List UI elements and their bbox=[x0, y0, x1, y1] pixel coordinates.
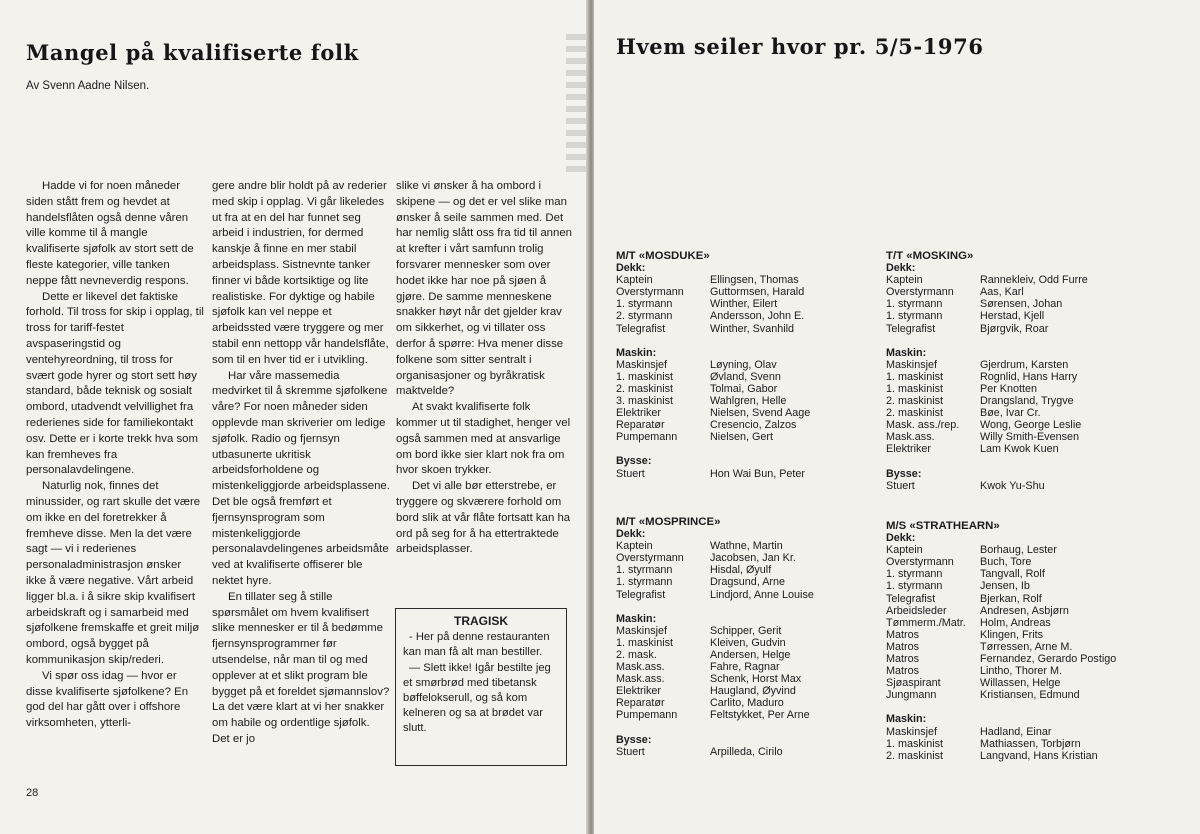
crew-name: Kristiansen, Edmund bbox=[980, 689, 1080, 702]
crew-name: Wathne, Martin bbox=[710, 540, 783, 553]
crew-role: Kaptein bbox=[616, 540, 653, 553]
crew-row bbox=[886, 653, 1116, 665]
crew-name: Cresencio, Zalzos bbox=[710, 419, 797, 432]
section-label: Maskin: bbox=[886, 713, 927, 726]
crew-role: 2. styrmann bbox=[616, 310, 673, 323]
crew-role: 1. maskinist bbox=[886, 382, 943, 395]
article-column-2 bbox=[212, 179, 390, 748]
crew-row bbox=[886, 480, 1088, 492]
crew-role: Overstyrmann bbox=[616, 286, 684, 299]
crew-name: Haugland, Øyvind bbox=[710, 685, 796, 698]
crew-row bbox=[616, 697, 814, 709]
crew-name: Guttormsen, Harald bbox=[710, 286, 805, 299]
crew-role: Matros bbox=[886, 640, 919, 653]
crew-row bbox=[616, 468, 810, 480]
crew-row bbox=[616, 298, 810, 310]
crew-name: Langvand, Hans Kristian bbox=[980, 749, 1098, 762]
ship-roster bbox=[886, 520, 1116, 762]
crew-role: Maskinsjef bbox=[616, 358, 668, 371]
crew-name: Schipper, Gerit bbox=[710, 624, 782, 637]
crew-role: Stuert bbox=[886, 479, 915, 492]
page-number: 28 bbox=[26, 787, 39, 799]
ship-name: M/T «MOSDUKE» bbox=[616, 250, 710, 262]
crew-row bbox=[616, 661, 814, 673]
crew-role: Kaptein bbox=[886, 274, 923, 287]
crew-row bbox=[616, 359, 810, 371]
crew-name: Bjerkan, Rolf bbox=[980, 592, 1042, 605]
crew-name: Tolmai, Gabor bbox=[710, 382, 778, 395]
crew-role: Mask.ass. bbox=[886, 431, 935, 444]
crew-row bbox=[886, 689, 1116, 701]
crew-row bbox=[886, 323, 1088, 335]
article-column-3 bbox=[396, 179, 574, 558]
crew-row bbox=[886, 407, 1088, 419]
crew-role: 1. styrmann bbox=[886, 298, 943, 311]
crew-role: Reparatør bbox=[616, 419, 665, 432]
section-label: Bysse: bbox=[616, 455, 652, 468]
crew-row bbox=[886, 383, 1088, 395]
section-label: Dekk: bbox=[886, 262, 916, 275]
section-label: Maskin: bbox=[616, 612, 657, 625]
crew-row bbox=[616, 649, 814, 661]
crew-name: Nielsen, Gert bbox=[710, 431, 774, 444]
paragraph: gere andre blir holdt på av rederier med skip i opplag. Vi går likeledes ut fra at en del har funnet seg arbeid i industrien, for dermed kanskje å finne en mer stabil arbeidsplass. Sistnevnte tanker finner vi både kortsiktige og lite realistiske. For dyktige og habile sjøfolk kan vel neppe et arbeidssted være tryggere og mer stabil enn nettopp vår handelsflåte, som til en hver tid er i utvikling. bbox=[212, 180, 389, 366]
tragisk-box bbox=[395, 608, 567, 766]
crew-name: Fernandez, Gerardo Postigo bbox=[980, 653, 1117, 666]
crew-row bbox=[886, 274, 1088, 286]
crew-role: Telegrafist bbox=[616, 588, 666, 601]
crew-role: 2. maskinist bbox=[886, 395, 943, 408]
crew-role: 3. maskinist bbox=[616, 395, 673, 408]
crew-role: Elektriker bbox=[616, 685, 661, 698]
section-label: Maskin: bbox=[886, 346, 927, 359]
crew-row bbox=[886, 371, 1088, 383]
paragraph: At svakt kvalifiserte folk kommer ut til stadighet, henger vel også sammen med at ansvarlige om bord ikke sier klart nok fra om hvor skoen trykker. bbox=[396, 401, 571, 477]
section-label: Dekk: bbox=[616, 528, 646, 541]
crew-name: Wahlgren, Helle bbox=[710, 395, 787, 408]
crew-name: Drangsland, Trygve bbox=[980, 395, 1074, 408]
crew-row bbox=[616, 407, 810, 419]
crew-row bbox=[886, 395, 1088, 407]
crew-row bbox=[616, 431, 810, 443]
crew-row bbox=[616, 274, 810, 286]
crew-name: Holm, Andreas bbox=[980, 616, 1051, 629]
crew-name: Kwok Yu-Shu bbox=[980, 479, 1045, 492]
crew-row bbox=[616, 576, 814, 588]
crew-name: Winther, Svanhild bbox=[710, 322, 795, 335]
crew-row bbox=[886, 556, 1116, 568]
crew-name: Bjørgvik, Roar bbox=[980, 322, 1049, 335]
section-gap bbox=[886, 456, 1088, 468]
crew-row bbox=[616, 685, 814, 697]
box-paragraph: - Her på denne restauranten kan man få alt man bestiller. bbox=[403, 631, 550, 659]
crew-name: Andresen, Asbjørn bbox=[980, 604, 1069, 617]
crew-row bbox=[886, 641, 1116, 653]
section-gap bbox=[616, 601, 814, 613]
section-label: Bysse: bbox=[886, 467, 922, 480]
ship-roster bbox=[616, 516, 814, 758]
crew-name: Arpilleda, Cirilo bbox=[710, 745, 783, 758]
paragraph: Vi spør oss idag — hvor er disse kvalifiserte sjøfolkene? En god del har gått over i offshore virksomheten, ytterli- bbox=[26, 669, 189, 730]
crew-row bbox=[886, 443, 1088, 455]
crew-name: Willy Smith-Evensen bbox=[980, 431, 1079, 444]
crew-role: Jungmann bbox=[886, 689, 937, 702]
crew-role: Telegrafist bbox=[616, 322, 666, 335]
crew-role: Arbeidsleder bbox=[886, 604, 947, 617]
crew-role: 1. styrmann bbox=[886, 568, 943, 581]
crew-name: Rannekleiv, Odd Furre bbox=[980, 274, 1088, 287]
crew-name: Willassen, Helge bbox=[980, 677, 1061, 690]
crew-role: 1. maskinist bbox=[616, 370, 673, 383]
crew-name: Aas, Karl bbox=[980, 286, 1024, 299]
crew-row bbox=[886, 310, 1088, 322]
left-page bbox=[0, 0, 588, 834]
crew-row bbox=[886, 677, 1116, 689]
section-gap bbox=[616, 443, 810, 455]
crew-row bbox=[616, 540, 814, 552]
crew-role: Overstyrmann bbox=[616, 552, 684, 565]
crew-name: Fahre, Ragnar bbox=[710, 661, 780, 674]
crew-name: Per Knotten bbox=[980, 382, 1038, 395]
crew-role: Telegrafist bbox=[886, 592, 936, 605]
crew-name: Ellingsen, Thomas bbox=[710, 274, 799, 287]
section-label: Maskin: bbox=[616, 346, 657, 359]
crew-role: 2. maskinist bbox=[886, 749, 943, 762]
roster-title: Hvem seiler hvor pr. 5/5-1976 bbox=[616, 34, 984, 59]
crew-role: 1. styrmann bbox=[616, 564, 673, 577]
crew-row bbox=[886, 593, 1116, 605]
paragraph: Har våre massemedia medvirket til å skremme sjøfolkene våre? For noen måneder siden opplevde man skriverier om ledige sjøfolk. Radio og fjernsyn utbasunerte ukritisk arbeidsforholdene og mistenkeliggjorde arbeidsplassene. Det ble også fremført et fjernsynsprogram som mistenkeliggjorde personalavdelingenes arbeidsmåte ved at kvalifiserte offiserer ble nektet hyre. bbox=[212, 369, 390, 587]
crew-name: Andersen, Helge bbox=[710, 648, 791, 661]
ship-roster bbox=[886, 250, 1088, 492]
paragraph: Det vi alle bør etterstrebe, er tryggere og skværere forhold om bord slik at vår flåte fortsatt kan ha ord på seg for å ha ettertraktede arbeidsplasser. bbox=[396, 480, 571, 556]
crew-row bbox=[886, 750, 1116, 762]
ship-name: M/S «STRATHEARN» bbox=[886, 520, 1000, 532]
crew-row bbox=[886, 544, 1116, 556]
crew-role: Mask.ass. bbox=[616, 673, 665, 686]
crew-name: Jensen, Ib bbox=[980, 580, 1030, 593]
crew-row bbox=[616, 625, 814, 637]
crew-name: Tørressen, Arne M. bbox=[980, 640, 1073, 653]
crew-row bbox=[886, 568, 1116, 580]
crew-role: Overstyrmann bbox=[886, 286, 954, 299]
crew-name: Carlito, Maduro bbox=[710, 697, 784, 710]
crew-name: Borhaug, Lester bbox=[980, 544, 1057, 557]
crew-name: Andersson, John E. bbox=[710, 310, 805, 323]
crew-row bbox=[886, 298, 1088, 310]
crew-row bbox=[616, 383, 810, 395]
crew-row bbox=[886, 431, 1088, 443]
crew-name: Dragsund, Arne bbox=[710, 576, 786, 589]
crew-name: Winther, Eilert bbox=[710, 298, 778, 311]
section-gap bbox=[886, 701, 1116, 713]
crew-role: Telegrafist bbox=[886, 322, 936, 335]
crew-row bbox=[616, 286, 810, 298]
crew-role: Pumpemann bbox=[616, 709, 678, 722]
crew-role: 2. maskinist bbox=[886, 407, 943, 420]
crew-name: Rognlid, Hans Harry bbox=[980, 370, 1078, 383]
crew-role: Kaptein bbox=[886, 544, 923, 557]
crew-name: Øvland, Svenn bbox=[710, 370, 781, 383]
crew-name: Hadland, Einar bbox=[980, 725, 1052, 738]
crew-row bbox=[616, 746, 814, 758]
crew-role: Tømmerm./Matr. bbox=[886, 616, 966, 629]
crew-role: Maskinsjef bbox=[616, 624, 668, 637]
crew-role: 1. styrmann bbox=[616, 576, 673, 589]
crew-role: Mask.ass. bbox=[616, 661, 665, 674]
crew-name: Schenk, Horst Max bbox=[710, 673, 802, 686]
article-title: Mangel på kvalifiserte folk bbox=[26, 40, 359, 65]
section-gap bbox=[616, 335, 810, 347]
section-label: Dekk: bbox=[616, 262, 646, 275]
crew-name: Sørensen, Johan bbox=[980, 298, 1063, 311]
crew-name: Buch, Tore bbox=[980, 556, 1032, 569]
crew-name: Hon Wai Bun, Peter bbox=[710, 467, 806, 480]
paragraph: Hadde vi for noen måneder siden stått frem og hevdet at handelsflåten også denne våren ville komme til å mangle kvalifiserte sjøfolk av stort sett de fleste kategorier, ville tanken neppe fått nevneverdig respons. bbox=[26, 180, 194, 287]
crew-row bbox=[616, 371, 810, 383]
crew-name: Lindjord, Anne Louise bbox=[710, 588, 814, 601]
crew-name: Løyning, Olav bbox=[710, 358, 777, 371]
section-gap bbox=[886, 335, 1088, 347]
paragraph: slike vi ønsker å ha ombord i skipene — og det er vel slike man ønsker å seile sammen med. Det har nemlig slått oss fra tid til annen at krefter i vårt samfunn trolig forsvarer mennesker som over hodet ikke har noe på sjøen å gjøre. De samme menneskene snakker høyt når det gjelder krav om sikkerhet, og vi tillater oss derfor å spørre: Hva mener disse folkene som sitter sentralt i organisasjoner og byråkratisk maktvelde? bbox=[396, 180, 573, 398]
crew-role: Maskinsjef bbox=[886, 725, 938, 738]
crew-name: Kleiven, Gudvin bbox=[710, 636, 786, 649]
article-column-1 bbox=[26, 179, 204, 732]
crew-role: Matros bbox=[886, 665, 919, 678]
crew-name: Hisdal, Øyulf bbox=[710, 564, 772, 577]
crew-row bbox=[616, 589, 814, 601]
section-label: Dekk: bbox=[886, 532, 916, 545]
section-gap bbox=[616, 722, 814, 734]
crew-role: Stuert bbox=[616, 745, 645, 758]
crew-row bbox=[886, 617, 1116, 629]
crew-role: Elektriker bbox=[616, 407, 661, 420]
crew-name: Lintho, Thorer M. bbox=[980, 665, 1063, 678]
crew-role: 2. mask. bbox=[616, 648, 657, 661]
crew-role: Stuert bbox=[616, 467, 645, 480]
crew-row bbox=[616, 673, 814, 685]
crew-role: Kaptein bbox=[616, 274, 653, 287]
crew-role: Maskinsjef bbox=[886, 358, 938, 371]
crew-row bbox=[886, 286, 1088, 298]
crew-row bbox=[886, 419, 1088, 431]
crew-row bbox=[886, 580, 1116, 592]
crew-row bbox=[886, 726, 1116, 738]
crew-role: Pumpemann bbox=[616, 431, 678, 444]
crew-role: 1. styrmann bbox=[886, 580, 943, 593]
crew-role: Overstyrmann bbox=[886, 556, 954, 569]
paragraph: Dette er likevel det faktiske forhold. Til tross for skip i opplag, til tross for tariff-festet avspaseringstid og ventehyreordning, til tross for svært gode hyrer og stort sett høy standard, både teknisk og sosialt ombord, utadvendt velvillighet fra rederienes side for familiekontakt osv. Dette er i korte trekk hva som kan fremheves fra personalavdelingene. bbox=[26, 290, 204, 477]
crew-row bbox=[886, 738, 1116, 750]
crew-role: 1. styrmann bbox=[886, 310, 943, 323]
paragraph: Naturlig nok, finnes det minussider, og rart skulle det være om ikke en del foretrekker å fremheve disse. Men la det være sagt — vi i rederienes personaladministrasjon ønsker ikke å være negative. Vårt arbeid ligger bl.a. i å sikre skip kvalifisert arbeidskraft og i samarbeid med sjøfolkene fremskaffe et greit miljø ombord, også bygget på kommunikasjon skip/rederi. bbox=[26, 480, 201, 666]
crew-row bbox=[616, 395, 810, 407]
crew-name: Lam Kwok Kuen bbox=[980, 443, 1059, 456]
crew-role: Sjøaspirant bbox=[886, 677, 941, 690]
crew-row bbox=[616, 637, 814, 649]
crew-row bbox=[616, 709, 814, 721]
crew-row bbox=[886, 629, 1116, 641]
crew-name: Gjerdrum, Karsten bbox=[980, 358, 1069, 371]
crew-role: 1. maskinist bbox=[616, 636, 673, 649]
crew-row bbox=[886, 359, 1088, 371]
crew-row bbox=[616, 564, 814, 576]
crew-name: Klingen, Frits bbox=[980, 628, 1044, 641]
crew-row bbox=[886, 605, 1116, 617]
crew-role: Mask. ass./rep. bbox=[886, 419, 960, 432]
crew-role: Matros bbox=[886, 628, 919, 641]
crew-name: Herstad, Kjell bbox=[980, 310, 1045, 323]
crew-row bbox=[616, 552, 814, 564]
right-page bbox=[594, 0, 1200, 834]
box-heading: TRAGISK bbox=[454, 614, 508, 628]
ship-name: M/T «MOSPRINCE» bbox=[616, 516, 721, 528]
crew-name: Feltstykket, Per Arne bbox=[710, 709, 810, 722]
crew-name: Wong, George Leslie bbox=[980, 419, 1082, 432]
paragraph: En tillater seg å stille spørsmålet om hvem kvalifisert slike mennesker er til å bedømme fjernsynsprogrammer før utsendelse, når man til og med opplever at et slikt program ble bygget på et foreldet sjømannslov? La det være klart at vi her snakker om habile og ordentlige sjøfolk. Det er jo bbox=[212, 590, 390, 745]
crew-row bbox=[616, 310, 810, 322]
crew-name: Tangvall, Rolf bbox=[980, 568, 1045, 581]
crew-name: Jacobsen, Jan Kr. bbox=[710, 552, 796, 565]
crew-role: Elektriker bbox=[886, 443, 931, 456]
ship-roster bbox=[616, 250, 810, 480]
crew-name: Mathiassen, Torbjørn bbox=[980, 737, 1081, 750]
crew-name: Nielsen, Svend Aage bbox=[710, 407, 811, 420]
crew-role: 1. maskinist bbox=[886, 737, 943, 750]
crew-row bbox=[616, 323, 810, 335]
section-label: Bysse: bbox=[616, 733, 652, 746]
crew-role: Reparatør bbox=[616, 697, 665, 710]
crew-role: 1. maskinist bbox=[886, 370, 943, 383]
crew-role: 1. styrmann bbox=[616, 298, 673, 311]
crew-row bbox=[886, 665, 1116, 677]
ship-name: T/T «MOSKING» bbox=[886, 250, 974, 262]
byline: Av Svenn Aadne Nilsen. bbox=[26, 80, 150, 92]
crew-role: 2. maskinist bbox=[616, 382, 673, 395]
box-paragraph: — Slett ikke! Igår bestilte jeg et smørbrød med tibetansk bøffelokserull, og så kom kelneren og sa at brødet var slutt. bbox=[403, 661, 551, 735]
crew-name: Bøe, Ivar Cr. bbox=[980, 407, 1041, 420]
crew-role: Matros bbox=[886, 653, 919, 666]
crew-row bbox=[616, 419, 810, 431]
